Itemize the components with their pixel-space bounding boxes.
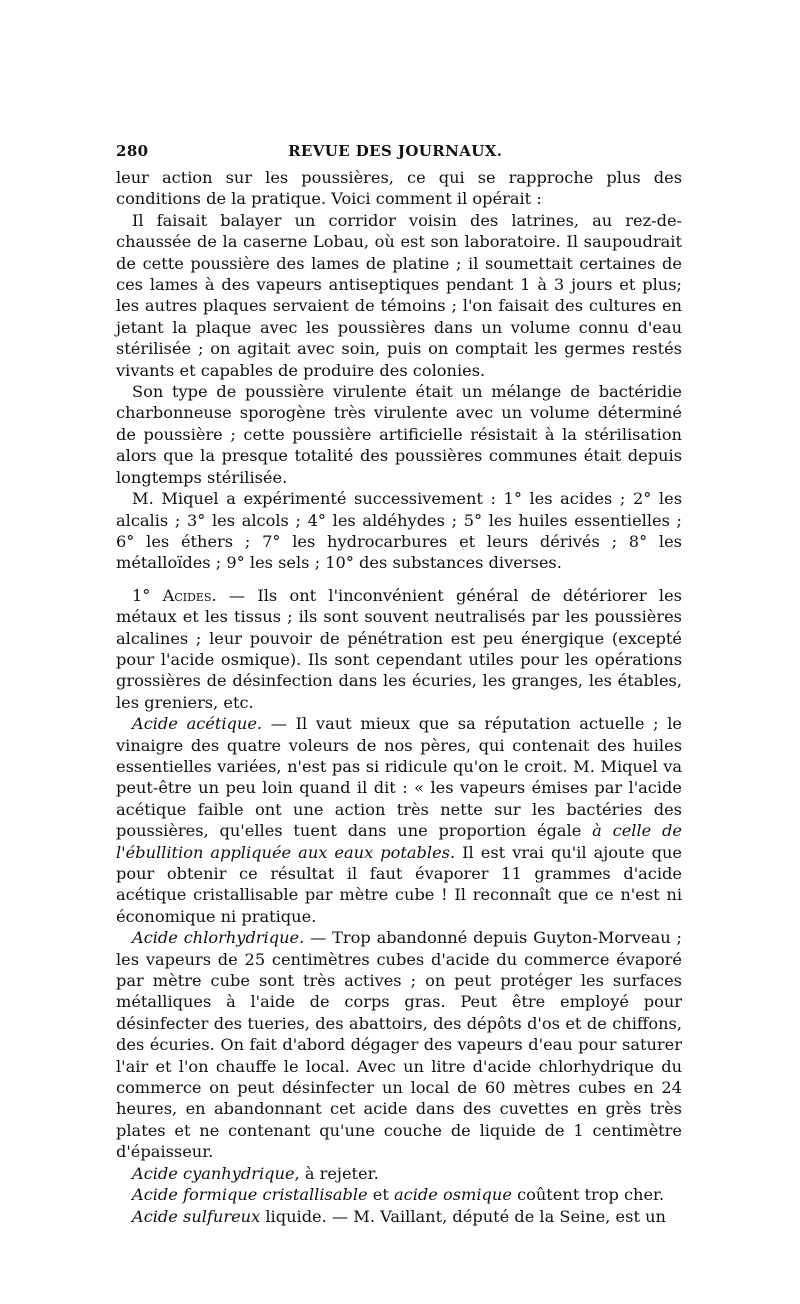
italic-quote: à celle de l'ébullition appliquée aux eaux potables (116, 821, 682, 862)
paragraph-continuation (116, 167, 682, 210)
paragraph-text: et (367, 1185, 394, 1205)
document-page (116, 141, 682, 1227)
paragraph-virulent-dust (116, 381, 682, 488)
paragraph-acide-chlorhydrique (116, 927, 682, 1162)
paragraph-text: liquide. — M. Vaillant, député de la Seine, est un (260, 1206, 666, 1226)
paragraph-acide-cyanhydrique (116, 1163, 682, 1184)
paragraph-text: — Il vaut mieux que sa réputation actuelle ; le vinaigre des quatre voleurs de nos pères, qui contenait des huiles essentielles variées, n'est pas si ridicule qu'on le croit. M. Miquel va peut-être un peu loin quand il dit : « les vapeurs émises par l'acide acétique faible ont une action très nette sur les bactéries des poussières, qu'elles tuent dans une proportion égale (116, 714, 683, 841)
running-header (116, 141, 682, 167)
term-heading: Acide formique cristallisable (132, 1185, 368, 1205)
term-heading: Acide cyanhydrique (132, 1163, 295, 1183)
term-heading: Acide acétique. (132, 714, 263, 734)
paragraph-text: Il faisait balayer un corridor voisin des latrines, au rez-de-chaussée de la caserne Lobau, où est son laboratoire. Il saupoudrait de cette poussière des lames de platine ; il soumettait certaines de ces lames à des vapeurs antiseptiques pendant 1 à 3 jours et plus; les autres plaques servaient de témoins ; l'on faisait des cultures en jetant la plaque avec les poussières dans un volume connu d'eau stérilisée ; on agitait avec soin, puis on comptait les germes restés vivants et capables de produire des colonies. (116, 210, 682, 380)
section-heading: 1° Acides. (132, 585, 217, 605)
paragraph-text: , à rejeter. (294, 1163, 379, 1183)
paragraph-text: coûtent trop cher. (511, 1185, 665, 1205)
paragraph-text: — Trop abandonné depuis Guyton-Morveau ; les vapeurs de 25 centimètres cubes d'acide du commerce évaporé par mètre cube sont très actives ; on peut protéger les surfaces métalliques à l'aide de corps gras. Peut être employé pour désinfecter des tueries, des abattoirs, des dépôts d'os et de chiffons, des écuries. On fait d'abord dégager des vapeurs d'eau pour saturer l'air et l'on chauffe le local. Avec un litre d'acide chlorhydrique du commerce on peut désinfecter un local de 60 mètres cubes en 24 heures, en abandonnant cet acide dans des cuvettes en grès très plates et ne contenant qu'une couche de liquide de 1 centimètre d'épaisseur. (116, 928, 682, 1162)
paragraph-method (116, 210, 682, 381)
term-heading: Acide chlorhydrique. (132, 928, 305, 948)
paragraph-text: . Il est vrai qu'il ajoute que pour obtenir ce résultat il faut évaporer 11 grammes d'acide acétique cristallisable par mètre cube ! Il reconnaît que ce n'est ni économique ni pratique. (116, 842, 682, 926)
term-heading: Acide sulfureux (132, 1206, 261, 1226)
page-number: 280 (116, 142, 149, 160)
paragraph-acides (116, 585, 682, 713)
paragraph-text: M. Miquel a expérimenté successivement : 1° les acides ; 2° les alcalis ; 3° les alcols ; 4° les aldéhydes ; 5° les huiles essentielles ; 6° les éthers ; 7° les hydrocarbures et leurs dérivés ; 8° les métalloïdes ; 9° les sels ; 10° des substances diverses. (116, 489, 682, 573)
paragraph-acide-formique (116, 1184, 682, 1205)
paragraph-acide-sulfureux (116, 1206, 682, 1227)
term-heading-2: acide osmique (393, 1185, 512, 1205)
running-title: REVUE DES JOURNAUX. (288, 142, 503, 160)
paragraph-text: — Ils ont l'inconvénient général de détériorer les métaux et les tissus ; ils sont souvent neutralisés par les poussières alcalines ; leur pouvoir de pénétration est peu énergique (excepté pour l'acide osmique). Ils sont cependant utiles pour les opérations grossières de désinfection dans les écuries, les granges, les étables, les greniers, etc. (116, 585, 682, 712)
paragraph-substances-list (116, 488, 682, 574)
section-gap (116, 574, 682, 585)
paragraph-text: leur action sur les poussières, ce qui se rapproche plus des conditions de la pratique. Voici comment il opérait : (116, 168, 682, 209)
paragraph-text: Son type de poussière virulente était un mélange de bactéridie charbonneuse sporogène très virulente avec un volume déterminé de poussière ; cette poussière artificielle résistait à la stérilisation alors que la presque totalité des poussières communes était depuis longtemps stérilisée. (116, 382, 682, 487)
paragraph-acide-acetique (116, 713, 682, 927)
